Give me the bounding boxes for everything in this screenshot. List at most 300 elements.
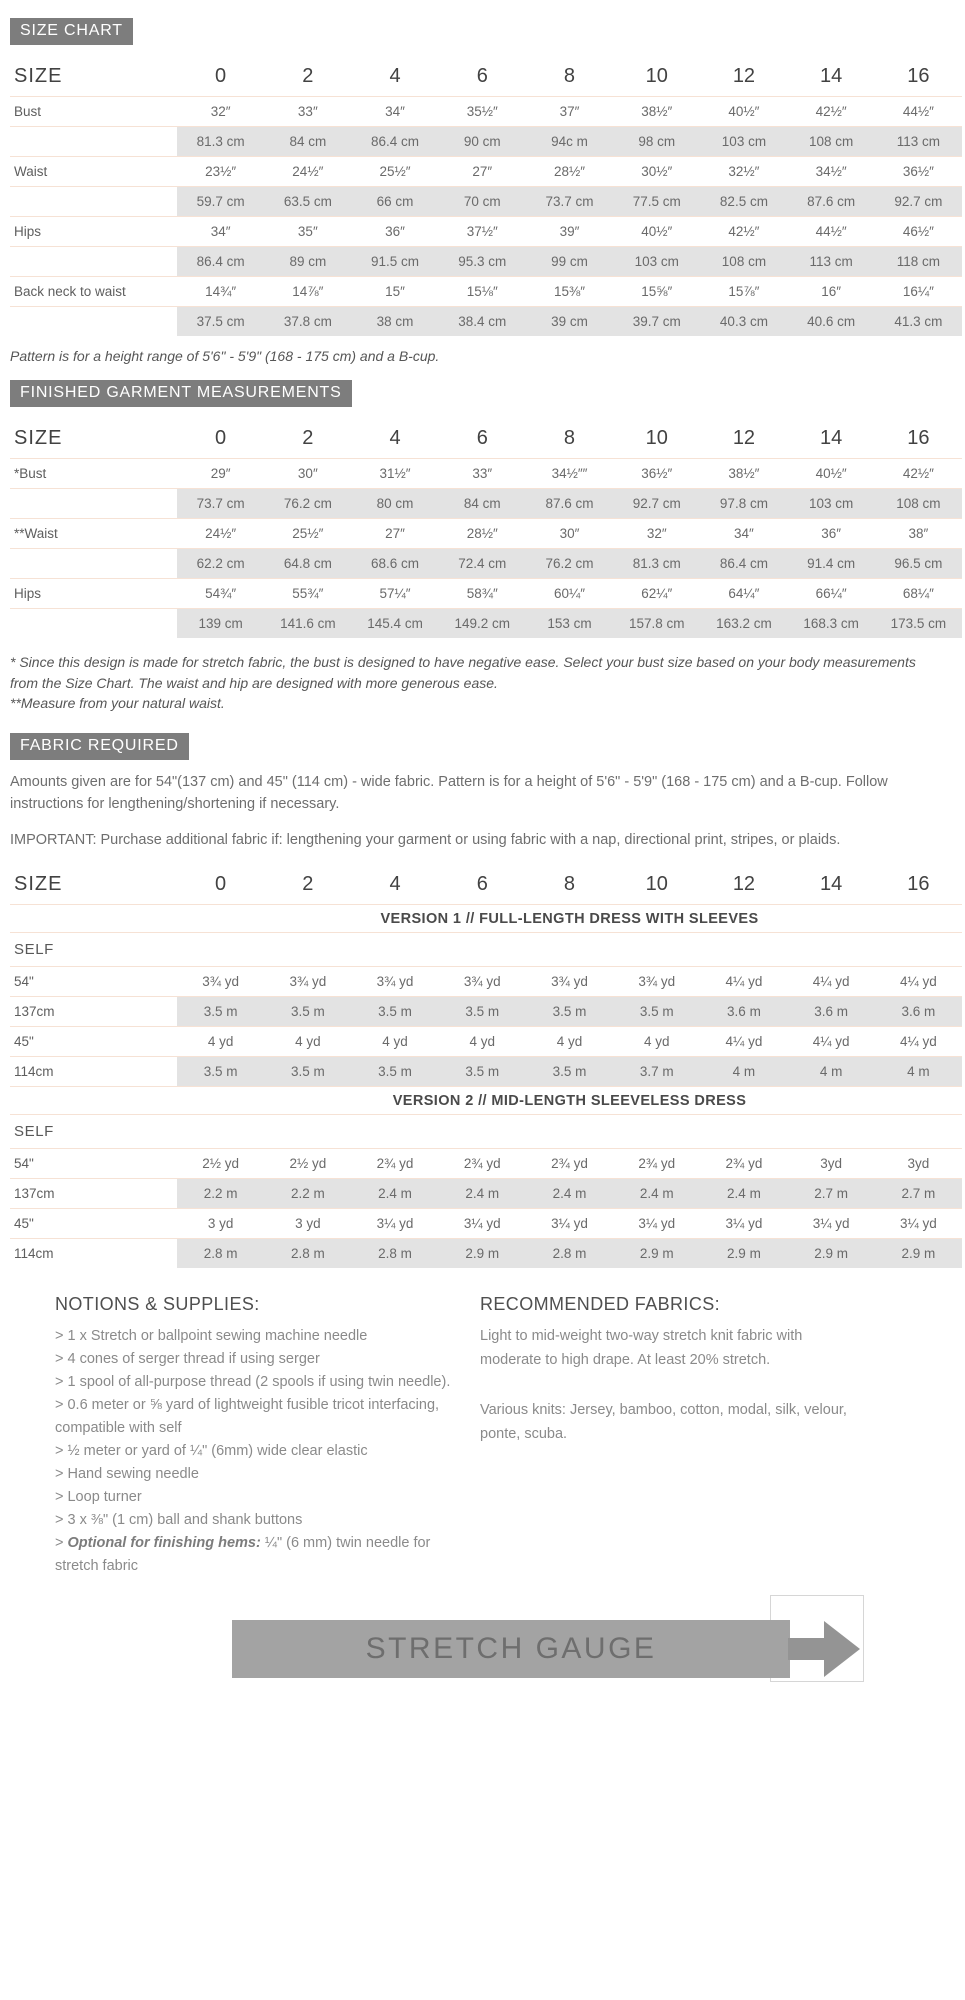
table-cell: 37.8 cm: [264, 307, 351, 336]
finished-note-2: **Measure from your natural waist.: [10, 694, 225, 711]
table-cell: 2: [302, 873, 314, 896]
table-cell: 58¾″: [466, 586, 498, 602]
table-row: [10, 96, 962, 126]
table-cell: 38 cm: [351, 307, 438, 336]
table-cell: 3 yd: [207, 1216, 234, 1232]
table-cell: 96.5 cm: [875, 549, 962, 578]
table-cell: 40.6 cm: [788, 307, 875, 336]
table-cell: 2.9 m: [788, 1239, 875, 1268]
table-row: [10, 276, 962, 306]
table-cell: 62.2 cm: [177, 549, 264, 578]
table-cell: 2.8 m: [351, 1239, 438, 1268]
table-cell: 16: [907, 65, 930, 87]
table-cell: 4 yd: [556, 1034, 583, 1050]
table-cell: 2.8 m: [264, 1239, 351, 1268]
table-cell: 141.6 cm: [264, 609, 351, 638]
table-cell: 92.7 cm: [875, 187, 962, 216]
recommended-fabrics-paragraph-1: Light to mid-weight two-way stretch knit fabric with moderate to high drape. At least 20% stretch.: [480, 1328, 803, 1369]
size-chart-header: SIZE CHART: [10, 18, 133, 45]
table-cell: 29″: [210, 466, 231, 482]
table-cell: 3.5 m: [526, 1057, 613, 1086]
table-row: [10, 246, 962, 276]
table-cell: 2.4 m: [613, 1179, 700, 1208]
table-cell: 2.8 m: [526, 1239, 613, 1268]
table-cell: 81.3 cm: [177, 127, 264, 156]
table-row: [10, 865, 962, 904]
table-cell: 4 m: [788, 1057, 875, 1086]
table-cell: 3.5 m: [613, 997, 700, 1026]
row-label: SELF: [14, 941, 54, 959]
table-row: [10, 186, 962, 216]
recommended-fabrics-heading: RECOMMENDED FABRICS:: [480, 1294, 721, 1315]
table-cell: 103 cm: [788, 489, 875, 518]
row-label: 137cm: [14, 1004, 55, 1020]
table-cell: 12: [732, 873, 756, 896]
table-cell: 64.8 cm: [264, 549, 351, 578]
table-row: [10, 419, 962, 458]
table-cell: 145.4 cm: [351, 609, 438, 638]
recommended-fabrics-column: [480, 1294, 880, 1577]
finished-garment-header-wrap: [0, 380, 965, 407]
row-label: SIZE: [14, 65, 63, 87]
table-cell: 91.5 cm: [351, 247, 438, 276]
table-cell: 40½″: [728, 104, 760, 119]
table-row: [10, 1114, 962, 1148]
table-cell: 14¾″: [205, 284, 237, 299]
table-row: [10, 156, 962, 186]
table-cell: 57¼″: [379, 586, 411, 602]
table-cell: 34″: [734, 526, 754, 542]
table-cell: 8: [563, 873, 576, 896]
table-cell: 37″: [559, 104, 580, 119]
table-cell: 77.5 cm: [613, 187, 700, 216]
row-label: SIZE: [14, 873, 63, 896]
table-cell: 8: [563, 65, 576, 87]
table-cell: 3yd: [907, 1156, 930, 1172]
table-cell: 4¼ yd: [725, 1034, 763, 1050]
right-arrow-head-icon: [824, 1621, 860, 1677]
table-cell: 15⅞″: [728, 284, 760, 299]
finished-garment-section: [0, 380, 965, 713]
table-cell: 37.5 cm: [177, 307, 264, 336]
table-cell: 3.5 m: [177, 1057, 264, 1086]
table-cell: 30½″: [641, 164, 673, 179]
table-cell: 153 cm: [526, 609, 613, 638]
table-cell: 28½″: [553, 164, 586, 179]
table-cell: 34″: [210, 224, 231, 239]
table-cell: 98 cm: [613, 127, 700, 156]
table-cell: 84 cm: [439, 489, 526, 518]
notions-list: [55, 1325, 455, 1577]
table-cell: 2.2 m: [264, 1179, 351, 1208]
table-cell: 36″: [821, 526, 842, 542]
table-cell: 36½″: [641, 466, 673, 482]
table-row: [10, 216, 962, 246]
table-cell: 3¾ yd: [376, 974, 414, 990]
table-cell: 4 m: [875, 1057, 962, 1086]
table-cell: 108 cm: [875, 489, 962, 518]
notions-list-item: > 1 spool of all-purpose thread (2 spools if using twin needle).: [55, 1374, 451, 1391]
table-cell: 168.3 cm: [788, 609, 875, 638]
table-cell: 3.5 m: [177, 997, 264, 1026]
table-cell: 4: [389, 873, 401, 896]
table-cell: 2.4 m: [700, 1179, 787, 1208]
table-cell: 30″: [297, 466, 318, 482]
table-cell: 2¾ yd: [463, 1156, 501, 1172]
table-cell: 103 cm: [613, 247, 700, 276]
table-cell: 2¾ yd: [551, 1156, 588, 1172]
table-cell: 27″: [385, 526, 405, 542]
table-row: [10, 518, 962, 548]
table-cell: 3.5 m: [264, 997, 351, 1026]
row-label: **Waist: [14, 526, 58, 542]
table-row: [10, 458, 962, 488]
table-cell: 14⅞″: [292, 284, 324, 299]
table-cell: 28½″: [466, 526, 498, 542]
table-cell: 3.6 m: [875, 997, 962, 1026]
notions-list-item: > Loop turner: [55, 1488, 142, 1505]
notions-heading: NOTIONS & SUPPLIES:: [55, 1294, 260, 1315]
table-cell: 63.5 cm: [264, 187, 351, 216]
table-cell: 68.6 cm: [351, 549, 438, 578]
row-label: 54": [14, 974, 34, 990]
notions-list-item: > 4 cones of serger thread if using serger: [55, 1351, 320, 1368]
table-cell: 4 yd: [469, 1034, 496, 1050]
notions-list-item: > Hand sewing needle: [55, 1465, 199, 1482]
table-cell: 44½″: [902, 104, 934, 119]
table-cell: 3¼ yd: [463, 1216, 501, 1232]
table-cell: 25½″: [292, 526, 324, 542]
table-cell: 3¾ yd: [463, 974, 501, 990]
table-cell: 38″: [908, 526, 929, 542]
table-cell: 2.4 m: [439, 1179, 526, 1208]
table-cell: 4 m: [700, 1057, 787, 1086]
table-cell: 39 cm: [526, 307, 613, 336]
size-chart-table: [10, 57, 962, 336]
notions-list-item: > 3 x ⅜" (1 cm) ball and shank buttons: [55, 1511, 303, 1528]
table-cell: 4: [389, 65, 401, 87]
size-chart-section: [0, 18, 965, 366]
stretch-gauge-label: STRETCH GAUGE: [365, 1632, 657, 1666]
table-cell: 15⅝″: [641, 284, 673, 299]
table-cell: 86.4 cm: [177, 247, 264, 276]
table-row: [10, 306, 962, 336]
table-cell: 2.9 m: [700, 1239, 787, 1268]
version-title-row: [10, 1086, 962, 1114]
finished-garment-table: [10, 419, 962, 638]
table-cell: 8: [563, 427, 576, 450]
table-cell: 4 yd: [207, 1034, 234, 1050]
notions-list-item: > ½ meter or yard of ¼" (6mm) wide clear elastic: [55, 1442, 368, 1459]
table-cell: 16¼″: [902, 284, 934, 299]
table-cell: 73.7 cm: [526, 187, 613, 216]
row-label: Bust: [14, 104, 42, 119]
table-cell: 2½ yd: [289, 1156, 327, 1172]
table-cell: 0: [215, 427, 227, 450]
table-cell: 173.5 cm: [875, 609, 962, 638]
table-cell: 34½″: [815, 164, 847, 179]
table-cell: 4¼ yd: [725, 974, 763, 990]
row-label: Back neck to waist: [14, 284, 126, 299]
table-cell: 3¾ yd: [202, 974, 239, 990]
table-cell: 91.4 cm: [788, 549, 875, 578]
table-row: [10, 126, 962, 156]
table-cell: 2.9 m: [875, 1239, 962, 1268]
table-cell: 2: [302, 427, 314, 450]
table-cell: 46½″: [902, 224, 934, 239]
stretch-gauge-banner: [232, 1620, 790, 1678]
table-cell: 40½″: [815, 466, 847, 482]
table-cell: 3¼ yd: [812, 1216, 850, 1232]
table-cell: 3¼ yd: [899, 1216, 937, 1232]
table-cell: 3.5 m: [439, 1057, 526, 1086]
table-cell: 89 cm: [264, 247, 351, 276]
table-cell: 4¼ yd: [899, 1034, 937, 1050]
row-label: SIZE: [14, 427, 63, 450]
table-cell: 2.2 m: [177, 1179, 264, 1208]
table-row: [10, 1026, 962, 1056]
table-cell: 32½″: [728, 164, 760, 179]
row-label: 114cm: [14, 1246, 54, 1262]
table-cell: 95.3 cm: [439, 247, 526, 276]
table-cell: 10: [645, 65, 668, 87]
table-cell: 2.9 m: [613, 1239, 700, 1268]
table-cell: 3 yd: [295, 1216, 321, 1232]
table-cell: 38½″: [728, 466, 760, 482]
table-row: [10, 932, 962, 966]
table-cell: 3yd: [820, 1156, 843, 1172]
table-cell: 0: [215, 873, 227, 896]
table-cell: 68¼″: [902, 586, 934, 602]
table-cell: 108 cm: [700, 247, 787, 276]
table-cell: 73.7 cm: [177, 489, 264, 518]
row-label: 45": [14, 1034, 34, 1050]
fabric-required-header: FABRIC REQUIRED: [10, 733, 189, 760]
table-cell: 2¾ yd: [638, 1156, 676, 1172]
fabric-required-header-wrap: [0, 733, 965, 760]
table-cell: 82.5 cm: [700, 187, 787, 216]
table-cell: 25½″: [379, 164, 411, 179]
table-cell: 35″: [297, 224, 318, 239]
table-cell: 113 cm: [788, 247, 875, 276]
table-cell: 76.2 cm: [264, 489, 351, 518]
table-cell: 33″: [472, 466, 493, 482]
table-cell: 14: [820, 873, 843, 896]
table-cell: 3.5 m: [264, 1057, 351, 1086]
recommended-fabrics-paragraph-2: Various knits: Jersey, bamboo, cotton, modal, silk, velour, ponte, scuba.: [480, 1402, 847, 1443]
row-label: Waist: [14, 164, 48, 179]
table-cell: 3¼ yd: [551, 1216, 588, 1232]
table-cell: 32″: [646, 526, 667, 542]
table-cell: 3.5 m: [351, 997, 438, 1026]
table-cell: 3.5 m: [351, 1057, 438, 1086]
table-cell: 72.4 cm: [439, 549, 526, 578]
table-cell: 39.7 cm: [613, 307, 700, 336]
stretch-gauge: [0, 1595, 965, 1745]
bottom-columns: [55, 1294, 965, 1577]
row-label: 114cm: [14, 1064, 54, 1080]
table-cell: 139 cm: [177, 609, 264, 638]
table-cell: 66¼″: [815, 586, 847, 602]
table-cell: 10: [645, 427, 668, 450]
table-cell: 3.5 m: [439, 997, 526, 1026]
table-cell: 4¼ yd: [899, 974, 937, 990]
table-cell: 76.2 cm: [526, 549, 613, 578]
table-cell: 4¼ yd: [812, 1034, 850, 1050]
table-cell: 35½″: [466, 104, 498, 119]
table-cell: 86.4 cm: [351, 127, 438, 156]
table-cell: 0: [215, 65, 227, 87]
table-cell: 32″: [210, 104, 231, 119]
table-cell: 33″: [297, 104, 318, 119]
fabric-important-paragraph: IMPORTANT: Purchase additional fabric if: lengthening your garment or using fabric with a nap, directional print, stripes, or plaids.: [10, 831, 841, 848]
table-cell: 10: [645, 873, 668, 896]
table-cell: 99 cm: [526, 247, 613, 276]
table-cell: 103 cm: [700, 127, 787, 156]
table-row: [10, 548, 962, 578]
notions-column: [55, 1294, 455, 1577]
table-cell: 2¾ yd: [376, 1156, 414, 1172]
fabric-required-table: [10, 865, 962, 1268]
table-cell: 3¾ yd: [551, 974, 588, 990]
table-cell: 12: [732, 65, 756, 87]
table-cell: 42½″: [902, 466, 934, 482]
version-title: VERSION 1 // FULL-LENGTH DRESS WITH SLEEVES: [380, 911, 759, 928]
table-cell: 64¼″: [728, 586, 760, 602]
table-cell: 39″: [559, 224, 580, 239]
table-cell: 4¼ yd: [812, 974, 850, 990]
table-row: [10, 1238, 962, 1268]
table-cell: 37½″: [466, 224, 498, 239]
table-cell: 31½″: [379, 466, 411, 482]
table-cell: 2.4 m: [351, 1179, 438, 1208]
table-cell: 87.6 cm: [788, 187, 875, 216]
table-cell: 2.8 m: [177, 1239, 264, 1268]
notions-list-item: > 0.6 meter or ⅝ yard of lightweight fusible tricot interfacing, compatible with self: [55, 1397, 440, 1437]
table-cell: 4 yd: [382, 1034, 408, 1050]
table-cell: 55¾″: [292, 586, 324, 602]
table-cell: 38½″: [641, 104, 673, 119]
table-cell: 149.2 cm: [439, 609, 526, 638]
table-cell: 3.6 m: [788, 997, 875, 1026]
notions-list-item: > 1 x Stretch or ballpoint sewing machine needle: [55, 1328, 368, 1345]
finished-garment-notes: [10, 652, 940, 713]
table-cell: 41.3 cm: [875, 307, 962, 336]
size-chart-header-wrap: [0, 18, 965, 45]
table-cell: 2½ yd: [202, 1156, 239, 1172]
table-cell: 3.6 m: [700, 997, 787, 1026]
table-cell: 44½″: [815, 224, 847, 239]
table-cell: 3.5 m: [526, 997, 613, 1026]
table-cell: 86.4 cm: [700, 549, 787, 578]
table-cell: 4 yd: [643, 1034, 670, 1050]
row-label: SELF: [14, 1123, 54, 1141]
table-cell: 2.7 m: [788, 1179, 875, 1208]
row-label: 45": [14, 1216, 34, 1232]
notions-item-emphasis: Optional for finishing hems:: [67, 1534, 261, 1551]
row-label: *Bust: [14, 466, 47, 482]
table-cell: 14: [820, 427, 843, 450]
table-cell: 40.3 cm: [700, 307, 787, 336]
table-cell: 90 cm: [439, 127, 526, 156]
table-cell: 113 cm: [875, 127, 962, 156]
table-row: [10, 1056, 962, 1086]
table-cell: 15⅜″: [553, 284, 586, 299]
table-cell: 16: [907, 873, 930, 896]
table-cell: 15⅛″: [466, 284, 498, 299]
table-row: [10, 578, 962, 608]
table-cell: 81.3 cm: [613, 549, 700, 578]
table-cell: 23½″: [205, 164, 237, 179]
version-title: VERSION 2 // MID-LENGTH SLEEVELESS DRESS: [392, 1093, 747, 1110]
table-cell: 94c m: [526, 127, 613, 156]
right-arrow-icon: [788, 1638, 826, 1660]
table-row: [10, 966, 962, 996]
table-cell: 30″: [559, 526, 580, 542]
table-row: [10, 996, 962, 1026]
table-cell: 2.4 m: [526, 1179, 613, 1208]
table-cell: 59.7 cm: [177, 187, 264, 216]
table-cell: 108 cm: [788, 127, 875, 156]
table-cell: 3¼ yd: [376, 1216, 414, 1232]
table-cell: 163.2 cm: [700, 609, 787, 638]
version-title-row: [10, 904, 962, 932]
table-cell: 4 yd: [295, 1034, 321, 1050]
size-chart-note: Pattern is for a height range of 5'6" - 5'9" (168 - 175 cm) and a B-cup.: [10, 348, 440, 364]
table-row: [10, 1208, 962, 1238]
table-cell: 2.9 m: [439, 1239, 526, 1268]
row-label: Hips: [14, 224, 42, 239]
row-label: 54": [14, 1156, 34, 1172]
table-cell: 36½″: [902, 164, 934, 179]
table-cell: 2: [302, 65, 314, 87]
finished-garment-header: FINISHED GARMENT MEASUREMENTS: [10, 380, 352, 407]
table-cell: 42½″: [815, 104, 847, 119]
table-cell: 6: [476, 65, 488, 87]
table-cell: 60¼″: [553, 586, 586, 602]
finished-note-1: * Since this design is made for stretch fabric, the bust is designed to have negative ease. Select your bust size based on your body measurements from the Size Chart. The waist and hip are designed with more generous ease.: [10, 654, 916, 691]
table-row: [10, 488, 962, 518]
table-cell: 42½″: [728, 224, 760, 239]
table-cell: 70 cm: [439, 187, 526, 216]
table-row: [10, 1148, 962, 1178]
table-row: [10, 57, 962, 96]
table-cell: 40½″: [641, 224, 673, 239]
table-cell: 3¾ yd: [638, 974, 676, 990]
table-cell: 54¾″: [205, 586, 237, 602]
table-cell: 157.8 cm: [613, 609, 700, 638]
table-cell: 2.7 m: [875, 1179, 962, 1208]
table-cell: 3.7 m: [613, 1057, 700, 1086]
table-cell: 6: [476, 873, 488, 896]
fabric-required-section: [0, 733, 965, 1268]
table-cell: 2¾ yd: [725, 1156, 763, 1172]
table-cell: 92.7 cm: [613, 489, 700, 518]
notions-list-item: > Optional for finishing hems: ¼" (6 mm) twin needle for stretch fabric: [55, 1534, 431, 1574]
table-cell: 15″: [385, 284, 405, 299]
table-cell: 3¾ yd: [289, 974, 327, 990]
table-cell: 3¼ yd: [725, 1216, 763, 1232]
table-cell: 118 cm: [875, 247, 962, 276]
table-cell: 24½″: [292, 164, 324, 179]
table-cell: 16″: [821, 284, 842, 299]
table-cell: 14: [820, 65, 843, 87]
table-cell: 38.4 cm: [439, 307, 526, 336]
table-cell: 24½″: [205, 526, 237, 542]
table-cell: 34″: [385, 104, 405, 119]
table-cell: 62¼″: [641, 586, 673, 602]
row-label: 137cm: [14, 1186, 55, 1202]
